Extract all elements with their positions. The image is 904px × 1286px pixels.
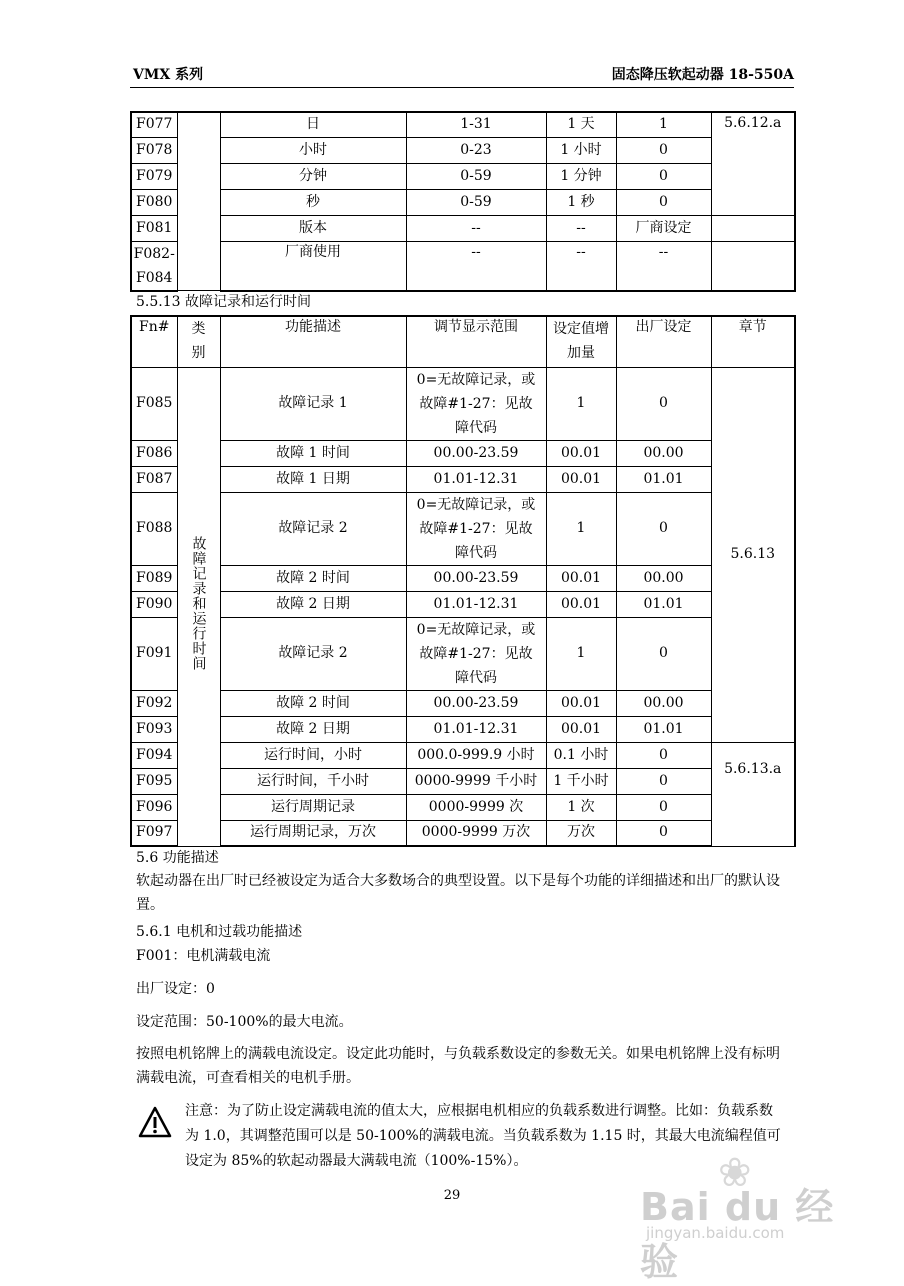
desc-cell: 版本: [220, 215, 406, 241]
default-cell: 1: [616, 112, 711, 137]
default-cell: 00.00: [616, 440, 711, 466]
header-range: 调节显示范围: [406, 316, 546, 367]
default-cell: 01.01: [616, 591, 711, 617]
range-cell: --: [406, 241, 546, 291]
fn-cell: F092: [131, 690, 177, 716]
range-cell: 01.01-12.31: [406, 716, 546, 742]
inc-cell: 1 小时: [546, 137, 616, 163]
header-chapter: 章节: [711, 316, 795, 367]
default-cell: 0: [616, 820, 711, 846]
fn-cell: F081: [131, 215, 177, 241]
fn-cell: F077: [131, 112, 177, 137]
inc-cell: 0.1 小时: [546, 742, 616, 768]
desc-cell: 小时: [220, 137, 406, 163]
table-row: [131, 367, 795, 440]
category-cell: [177, 367, 220, 846]
f001-title: F001：电机满载电流: [136, 948, 271, 964]
fn-cell: F090: [131, 591, 177, 617]
default-cell: 0: [616, 137, 711, 163]
desc-cell: 秒: [220, 189, 406, 215]
header-series: VMX 系列: [133, 67, 204, 83]
inc-cell: 00.01: [546, 466, 616, 492]
table-row: [131, 440, 795, 466]
inc-cell: 00.01: [546, 716, 616, 742]
default-cell: 0: [616, 617, 711, 690]
desc-cell: 故障 1 日期: [220, 466, 406, 492]
table-row: [131, 716, 795, 742]
fn-cell: F088: [131, 492, 177, 565]
table-row: [131, 492, 795, 565]
fn-cell: F082-F084: [131, 241, 177, 291]
range-cell: 01.01-12.31: [406, 591, 546, 617]
range-cell: 000.0-999.9 小时: [406, 742, 546, 768]
inc-cell: 1: [546, 617, 616, 690]
table-row: [131, 690, 795, 716]
range-cell: 0=无故障记录，或故障#1-27：见故障代码: [406, 492, 546, 565]
section-title-5-6: 5.6 功能描述: [136, 850, 219, 866]
desc-cell: 故障 2 时间: [220, 690, 406, 716]
watermark-logo: Bai du 经验: [640, 1185, 835, 1284]
header-inc: 设定值增加量: [546, 316, 616, 367]
range-cell: 0000-9999 万次: [406, 820, 546, 846]
fn-cell: F093: [131, 716, 177, 742]
section-title-5-6-1: 5.6.1 电机和过载功能描述: [136, 924, 303, 940]
fn-cell: F089: [131, 565, 177, 591]
section-title-5-5-13: 5.5.13 故障记录和运行时间: [136, 294, 311, 310]
table-row: [131, 137, 795, 163]
range-cell: 01.01-12.31: [406, 466, 546, 492]
watermark-url: jingyan.baidu.com: [646, 1224, 785, 1242]
inc-cell: 1: [546, 492, 616, 565]
range-cell: 0-59: [406, 163, 546, 189]
range-cell: 00.00-23.59: [406, 440, 546, 466]
inc-cell: 00.01: [546, 591, 616, 617]
desc-cell: 故障记录 2: [220, 617, 406, 690]
desc-cell: 分钟: [220, 163, 406, 189]
table-row: [131, 215, 795, 241]
desc-cell: 故障 2 时间: [220, 565, 406, 591]
table-row: [131, 112, 795, 137]
range-cell: 1-31: [406, 112, 546, 137]
fn-cell: F087: [131, 466, 177, 492]
inc-cell: 1 秒: [546, 189, 616, 215]
param-table-continued: [130, 111, 796, 292]
default-cell: 0: [616, 492, 711, 565]
table-row: [131, 794, 795, 820]
category-cell: [177, 112, 220, 291]
range-cell: 0000-9999 次: [406, 794, 546, 820]
desc-cell: 厂商使用: [220, 241, 406, 291]
fn-cell: F085: [131, 367, 177, 440]
header-fn: Fn#: [131, 316, 177, 367]
inc-cell: 1 千小时: [546, 768, 616, 794]
desc-cell: 故障 1 时间: [220, 440, 406, 466]
table-row: [131, 591, 795, 617]
desc-cell: 故障 2 日期: [220, 591, 406, 617]
header-product: 固态降压软起动器 18-550A: [611, 67, 794, 83]
inc-cell: 00.01: [546, 565, 616, 591]
f001-description: 按照电机铭牌上的满载电流设定。设定此功能时，与负载系数设定的参数无关。如果电机铭牌上没有标明满载电流，可查看相关的电机手册。: [136, 1046, 780, 1086]
paw-icon: ❀: [718, 1150, 752, 1196]
desc-cell: 故障记录 2: [220, 492, 406, 565]
fn-cell: F097: [131, 820, 177, 846]
fault-record-table: [130, 315, 796, 847]
fn-cell: F078: [131, 137, 177, 163]
table-row: [131, 742, 795, 768]
range-cell: --: [406, 215, 546, 241]
fn-cell: F095: [131, 768, 177, 794]
range-cell: 00.00-23.59: [406, 690, 546, 716]
header-default: 出厂设定: [616, 316, 711, 367]
table-row: [131, 617, 795, 690]
desc-cell: 故障记录 1: [220, 367, 406, 440]
default-cell: 0: [616, 163, 711, 189]
inc-cell: 1 次: [546, 794, 616, 820]
inc-cell: 1 分钟: [546, 163, 616, 189]
desc-cell: 运行周期记录，万次: [220, 820, 406, 846]
default-cell: 01.01: [616, 716, 711, 742]
table-row: [131, 565, 795, 591]
inc-cell: 1 天: [546, 112, 616, 137]
default-cell: 0: [616, 768, 711, 794]
page-number: 29: [443, 1188, 461, 1203]
range-cell: 0-23: [406, 137, 546, 163]
table-header-row: [131, 316, 795, 367]
header-desc: 功能描述: [220, 316, 406, 367]
range-cell: 0=无故障记录，或故障#1-27：见故障代码: [406, 617, 546, 690]
fn-cell: F080: [131, 189, 177, 215]
fn-cell: F096: [131, 794, 177, 820]
default-cell: 厂商设定: [616, 215, 711, 241]
default-cell: 00.00: [616, 565, 711, 591]
table-row: [131, 466, 795, 492]
inc-cell: --: [546, 215, 616, 241]
f001-default: 出厂设定：0: [136, 981, 215, 997]
inc-cell: --: [546, 241, 616, 291]
f001-range: 设定范围：50-100%的最大电流。: [136, 1014, 353, 1030]
inc-cell: 00.01: [546, 440, 616, 466]
default-cell: 0: [616, 189, 711, 215]
chapter-cell: 5.6.13.a: [711, 742, 795, 846]
table-row: [131, 820, 795, 846]
range-cell: 0-59: [406, 189, 546, 215]
fn-cell: F079: [131, 163, 177, 189]
default-cell: 0: [616, 794, 711, 820]
fn-cell: F091: [131, 617, 177, 690]
range-cell: 0000-9999 千小时: [406, 768, 546, 794]
desc-cell: 运行时间，千小时: [220, 768, 406, 794]
range-cell: 0=无故障记录，或故障#1-27：见故障代码: [406, 367, 546, 440]
inc-cell: 万次: [546, 820, 616, 846]
header-divider: [130, 87, 794, 88]
caution-note: 注意：为了防止设定满载电流的值太大，应根据电机相应的负载系数进行调整。比如：负载系数为 1.0，其调整范围可以是 50-100%的满载电流。当负载系数为 1.15 时，其最大电流编程值可设定为 85%的软起动器最大满载电流（100%-15%）。: [185, 1103, 781, 1169]
desc-cell: 故障 2 日期: [220, 716, 406, 742]
default-cell: 0: [616, 367, 711, 440]
default-cell: 00.00: [616, 690, 711, 716]
section-5-6-paragraph: 软起动器在出厂时已经被设定为适合大多数场合的典型设置。以下是每个功能的详细描述和出厂的默认设置。: [136, 873, 780, 913]
fn-cell: F086: [131, 440, 177, 466]
table-row: [131, 241, 795, 291]
watermark: [640, 1150, 840, 1284]
inc-cell: 1: [546, 367, 616, 440]
warning-icon: [138, 1106, 172, 1138]
desc-cell: 运行时间，小时: [220, 742, 406, 768]
header-category: 类别: [177, 316, 220, 367]
inc-cell: 00.01: [546, 690, 616, 716]
default-cell: --: [616, 241, 711, 291]
chapter-cell: 5.6.12.a: [711, 112, 795, 215]
chapter-cell: 5.6.13: [711, 367, 795, 742]
fn-cell: F094: [131, 742, 177, 768]
default-cell: 0: [616, 742, 711, 768]
table-row: [131, 189, 795, 215]
category-label: 故障记录和运行时间: [190, 535, 207, 671]
desc-cell: 运行周期记录: [220, 794, 406, 820]
default-cell: 01.01: [616, 466, 711, 492]
table-row: [131, 768, 795, 794]
table-row: [131, 163, 795, 189]
chapter-cell: [711, 215, 795, 241]
range-cell: 00.00-23.59: [406, 565, 546, 591]
desc-cell: 日: [220, 112, 406, 137]
chapter-cell: [711, 241, 795, 291]
